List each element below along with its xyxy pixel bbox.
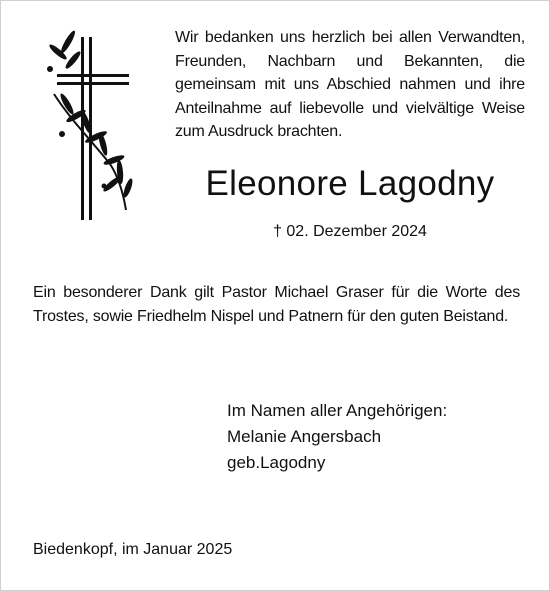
deceased-name: Eleonore Lagodny [205, 164, 495, 203]
intro-thanks-text: Wir bedanken uns herzlich bei allen Verwandten, Freunden, Nachbarn und Bekannten, die gemeinsam mit uns Abschied nahmen und ihre Anteilnahme auf liebevolle und vielvältige Weise zum Ausdruck brachten. [175, 29, 525, 140]
signature-heading: Im Namen aller Angehörigen: [227, 401, 448, 420]
special-thanks-text: Ein besonderer Dank gilt Pastor Michael Graser für die Worte des Trostes, sowie Friedhelm Nispel und Patnern für den guten Beistand. [33, 284, 520, 325]
signature-block [227, 398, 527, 476]
place-and-date: Biedenkopf, im Januar 2025 [33, 541, 233, 558]
cross-with-olive-branch-icon [40, 24, 140, 224]
signature-maiden-name: geb.Lagodny [227, 453, 326, 472]
signature-name: Melanie Angersbach [227, 427, 382, 446]
death-date: † 02. Dezember 2024 [273, 223, 427, 240]
